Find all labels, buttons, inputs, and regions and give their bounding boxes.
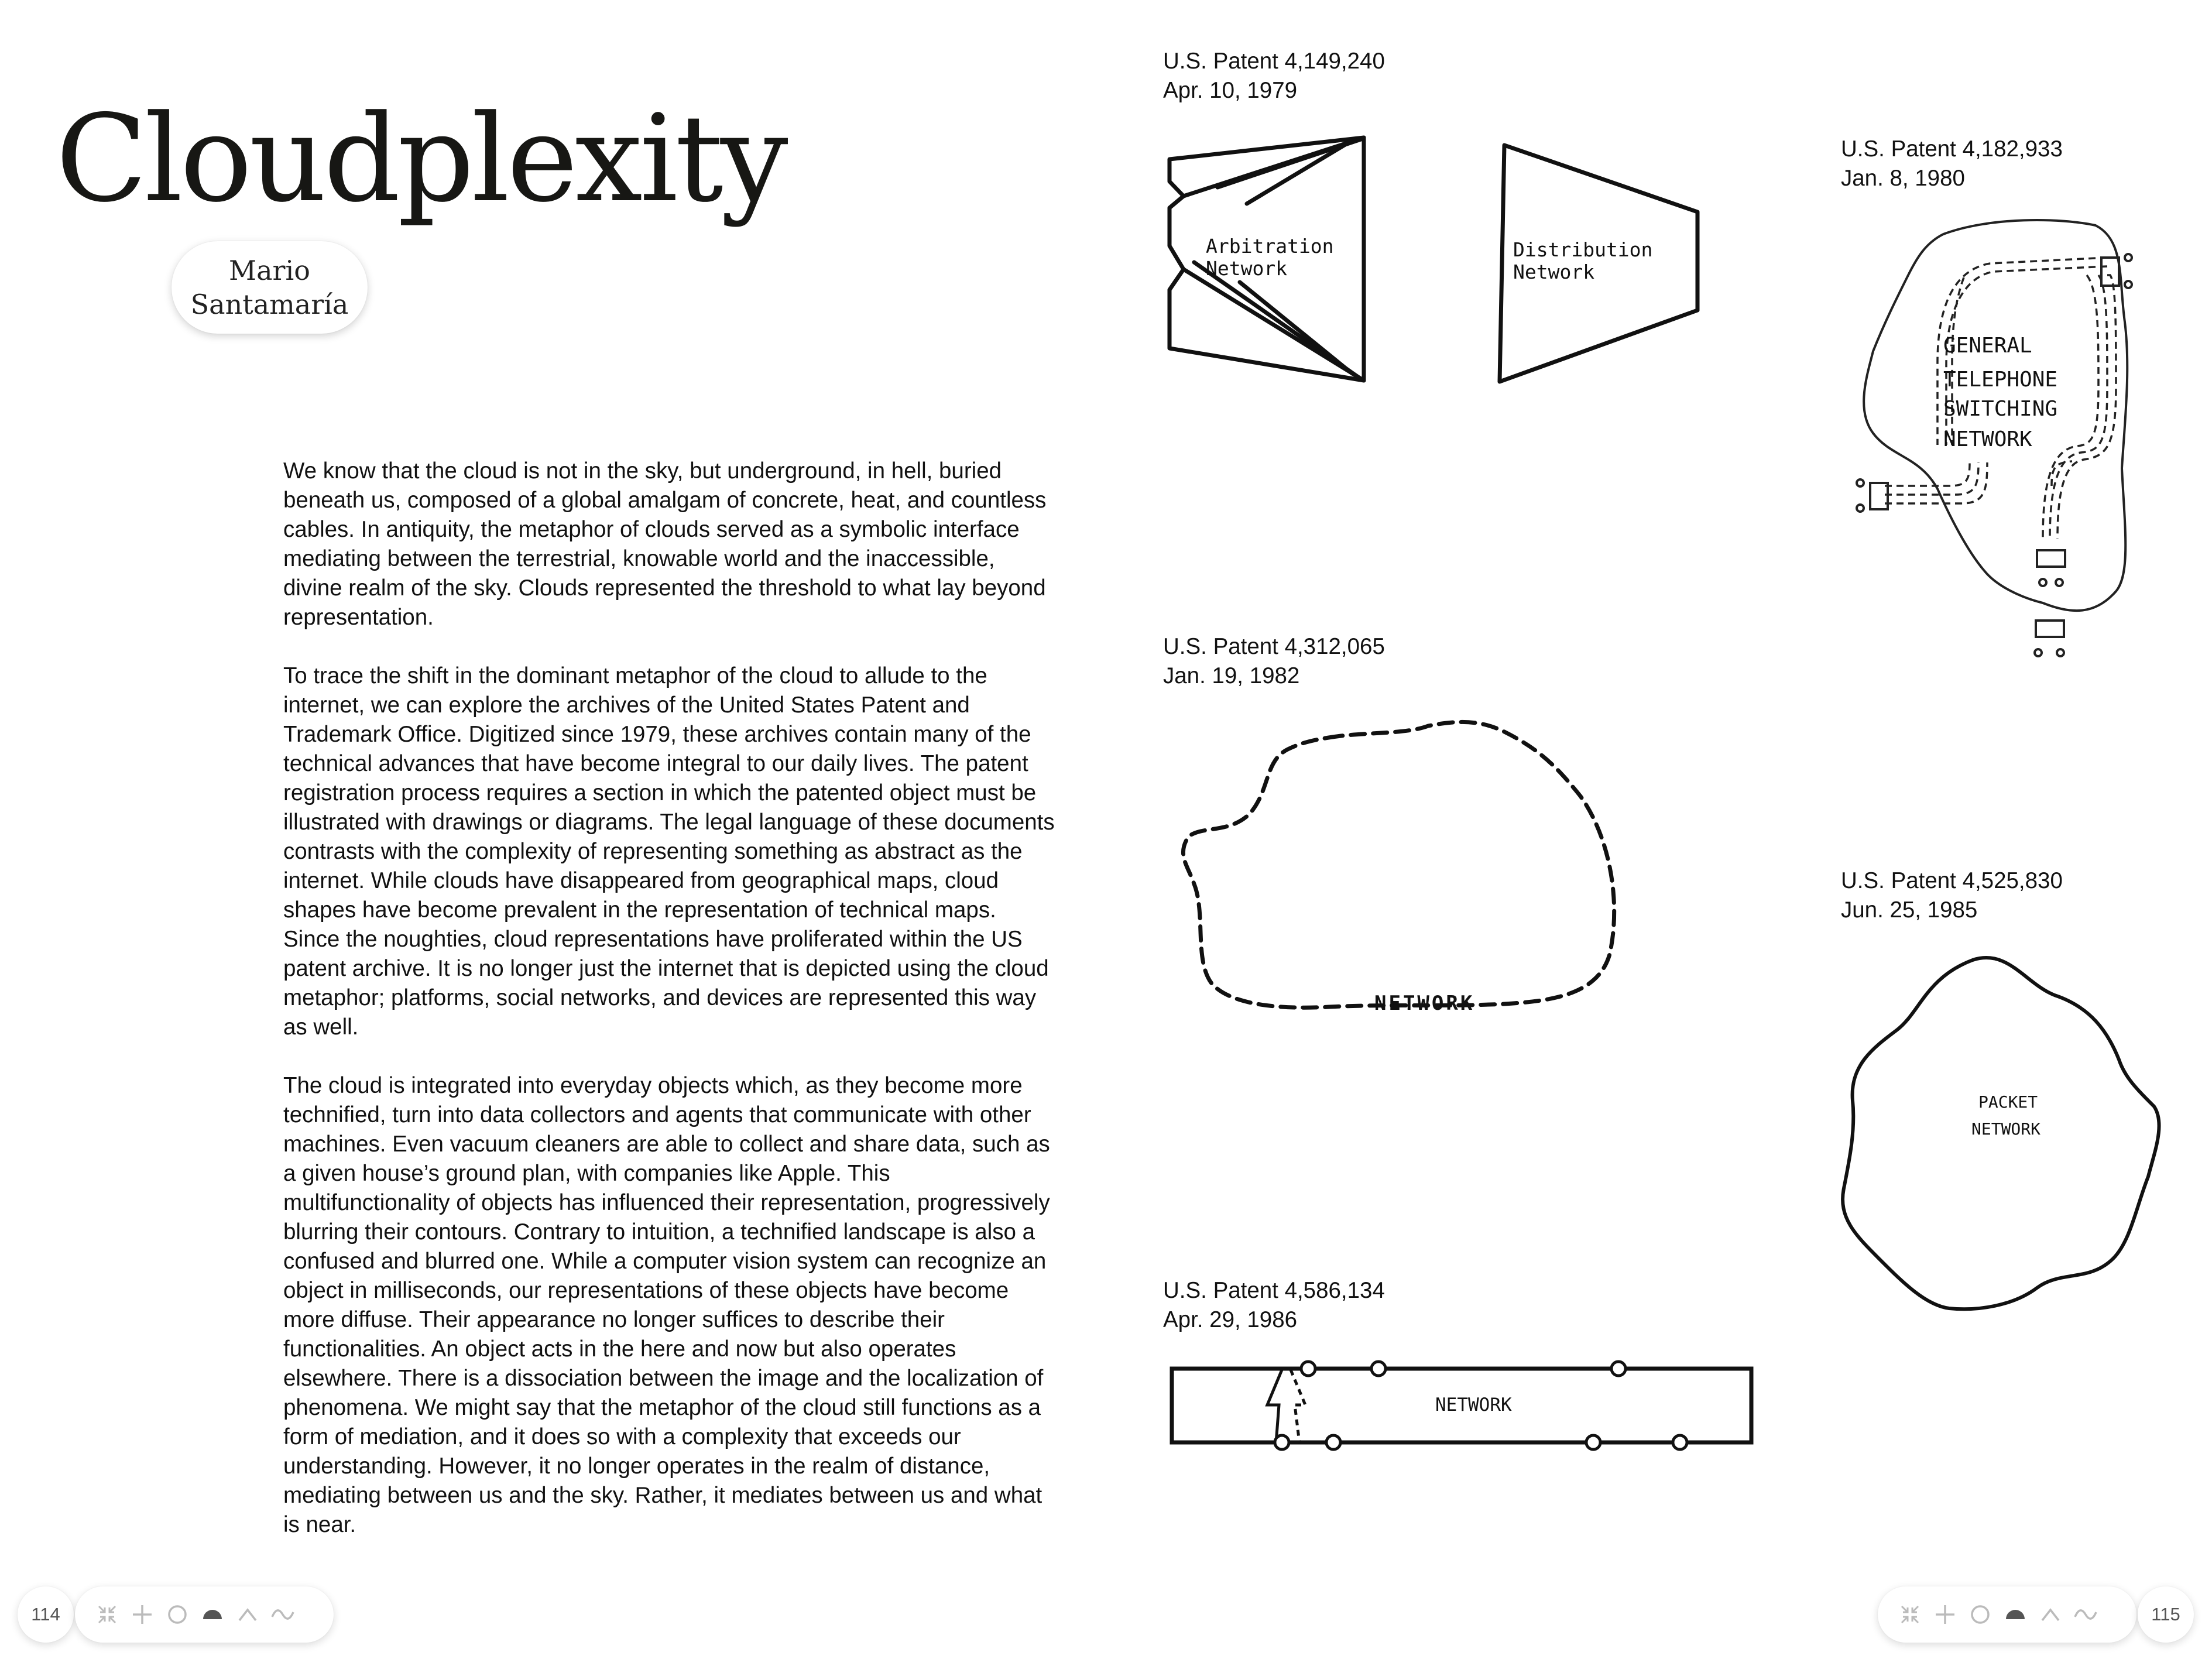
figure-label: Network [1206, 257, 1288, 280]
patent-caption [1163, 47, 1385, 105]
article-body [283, 457, 1056, 1569]
page-title: Cloudplexity [56, 90, 786, 229]
toolbar-icons-right [1897, 1586, 2099, 1643]
figure-label: TELEPHONE [1943, 368, 2058, 392]
patent-date: Apr. 29, 1986 [1163, 1307, 1298, 1332]
patent-date: Jun. 25, 1985 [1841, 897, 1978, 923]
page-number-right: 115 [2138, 1586, 2194, 1643]
figure-label: Network [1513, 260, 1595, 283]
half-circle-icon[interactable] [2002, 1601, 2029, 1628]
collapse-icon[interactable] [1897, 1601, 1923, 1628]
paragraph: To trace the shift in the dominant metaphor of the cloud to allude to the internet, we can explore the archives of the United States Patent and Trademark Office. Digitized since 1979, these archives contain many of the technical advances that have become integral to our daily lives. The patent registration process requires a section in which the patented object must be illustrated with drawings or diagrams. The legal language of these documents contrasts with the complexity of representing something as abstract as the internet. While clouds have disappeared from geographical maps, cloud shapes have become prevalent in the representation of technical maps. Since the noughties, cloud representations have proliferated within the US patent archive. It is no longer just the internet that is depicted using the cloud metaphor; platforms, social networks, and devices are represented this way as well. [283, 663, 1055, 1040]
author-badge [172, 241, 368, 334]
paragraph: The cloud is integrated into everyday objects which, as they become more technified, turn into data collectors and agents that communicate with other machines. Even vacuum cleaners are able to collect and share data, such as a given house’s ground plan, with companies like Apple. This multifunctionality of objects has influenced their representation, progressively blurring their contours. Contrary to intuition, a technified landscape is also a confused and blurred one. While a computer vision system can recognize an object in milliseconds, our representations of these objects have become more diffuse. Their appearance no longer suffices to describe their functionalities. An object acts in the here and now but also operates elsewhere. There is a dissociation between the image and the localization of phenomena. We might say that the metaphor of the cloud still functions as a form of mediation, and it does so with a complexity that exceeds our understanding. However, it no longer operates in the realm of distance, mediating between us and the sky. Rather, it mediates between us and what is near. [283, 1073, 1050, 1537]
figure-label: Distribution [1513, 238, 1653, 261]
patent-number: U.S. Patent 4,586,134 [1163, 1278, 1385, 1303]
patent-drawing-dashed-cloud [1177, 708, 1645, 1036]
figure-label: NETWORK [1374, 992, 1475, 1015]
patent-drawing-telephone-network [1850, 211, 2154, 667]
patent-caption [1163, 632, 1385, 691]
figure-label: NETWORK [1943, 427, 2032, 451]
patent-number: U.S. Patent 4,149,240 [1163, 49, 1385, 74]
patent-date: Apr. 10, 1979 [1163, 78, 1298, 103]
figure-label: SWITCHING [1943, 397, 2058, 421]
page-number-left: 114 [18, 1586, 74, 1643]
wave-icon[interactable] [269, 1601, 296, 1628]
figure-label: NETWORK [1971, 1119, 2041, 1139]
patent-number: U.S. Patent 4,312,065 [1163, 634, 1385, 659]
plus-icon[interactable] [1932, 1601, 1959, 1628]
author-last-name: Santamaría [190, 289, 349, 320]
figure-label: PACKET [1978, 1092, 2038, 1112]
patent-date: Jan. 8, 1980 [1841, 166, 1965, 191]
patent-number: U.S. Patent 4,525,830 [1841, 868, 2063, 893]
patent-number: U.S. Patent 4,182,933 [1841, 136, 2063, 162]
plus-icon[interactable] [129, 1601, 156, 1628]
half-circle-icon[interactable] [199, 1601, 226, 1628]
caret-up-icon[interactable] [2037, 1601, 2064, 1628]
circle-icon[interactable] [164, 1601, 191, 1628]
paragraph: We know that the cloud is not in the sky, but underground, in hell, buried beneath us, composed of a global amalgam of concrete, heat, and countless cables. In antiquity, the metaphor of clouds served as a symbolic interface mediating between the terrestrial, knowable world and the inaccessible, divine realm of the sky. Clouds represented the threshold to what lay beyond representation. [283, 458, 1047, 630]
patent-drawing-packet-network [1832, 942, 2172, 1323]
figure-label: GENERAL [1943, 334, 2032, 358]
collapse-icon[interactable] [94, 1601, 121, 1628]
figure-label: NETWORK [1435, 1394, 1512, 1415]
caret-up-icon[interactable] [234, 1601, 261, 1628]
toolbar-icons-left [94, 1586, 296, 1643]
patent-caption [1163, 1276, 1385, 1335]
author-first-name: Mario [229, 255, 310, 286]
patent-drawing-arbitration-distribution [1159, 129, 1709, 392]
patent-drawing-ring-network [1165, 1352, 1762, 1463]
patent-date: Jan. 19, 1982 [1163, 663, 1300, 688]
circle-icon[interactable] [1967, 1601, 1994, 1628]
patent-caption [1841, 135, 2063, 193]
wave-icon[interactable] [2072, 1601, 2099, 1628]
patent-caption [1841, 866, 2063, 925]
figure-label: Arbitration [1206, 235, 1334, 258]
